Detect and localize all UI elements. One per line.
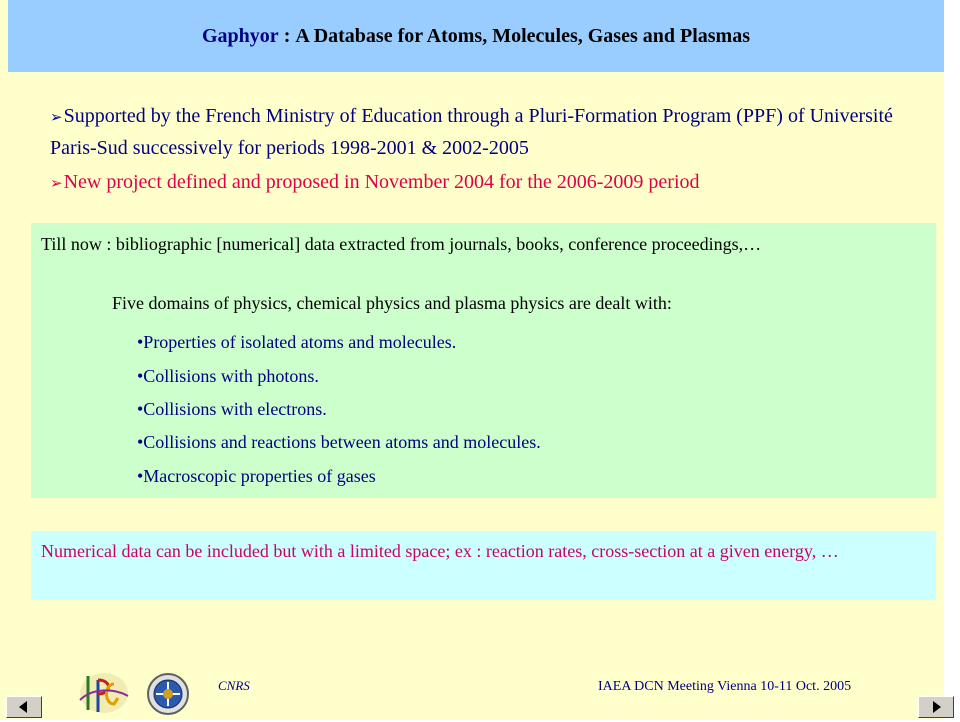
cnrs-logo — [216, 676, 260, 706]
page-title: A Database for Atoms, Molecules, Gases and Plasmas — [295, 24, 750, 47]
title-separator: : — [278, 24, 296, 47]
domain-item: •Collisions with photons. — [137, 366, 319, 386]
bullet-support — [50, 101, 910, 163]
right-margin — [944, 0, 960, 720]
next-slide-button[interactable] — [918, 696, 954, 718]
data-sources-box — [31, 223, 936, 498]
previous-slide-button[interactable] — [6, 696, 42, 718]
university-seal-logo — [146, 672, 190, 716]
footer-meeting: IAEA DCN Meeting Vienna 10-11 Oct. 2005 — [598, 679, 852, 694]
numerical-data-note-box — [31, 531, 936, 600]
arrow-bullet-icon: ➢ — [50, 110, 63, 126]
bullet-text: Supported by the French Ministry of Education through a Pluri-Formation Program (PPF) of Université Paris-Sud successively for periods 1998-2001 & 2002-2005 — [50, 105, 893, 159]
title-bar — [8, 0, 944, 72]
domain-item: •Collisions with electrons. — [137, 399, 327, 419]
cnrs-logo-letter-c: CNRS — [218, 678, 250, 693]
numerical-data-note: Numerical data can be included but with a limited space; ex : reaction rates, cross-section at a given energy, … — [41, 541, 839, 561]
domains-heading: Five domains of physics, chemical physics and plasma physics are dealt with: — [112, 293, 672, 313]
domain-item: •Macroscopic properties of gases — [137, 466, 376, 486]
lpgp-logo — [74, 670, 132, 716]
triangle-right-icon — [919, 697, 953, 717]
bullet-text: New project defined and proposed in November 2004 for the 2006-2009 period — [63, 171, 700, 193]
bullet-new-project — [50, 167, 910, 199]
domain-item: •Properties of isolated atoms and molecules. — [137, 332, 457, 352]
title-brand: Gaphyor — [202, 24, 279, 47]
intro-text: Till now : bibliographic [numerical] data extracted from journals, books, conference proceedings,… — [41, 234, 762, 254]
triangle-left-icon — [7, 697, 41, 717]
domain-item: •Collisions and reactions between atoms and molecules. — [137, 432, 541, 452]
arrow-bullet-icon: ➢ — [50, 176, 63, 192]
